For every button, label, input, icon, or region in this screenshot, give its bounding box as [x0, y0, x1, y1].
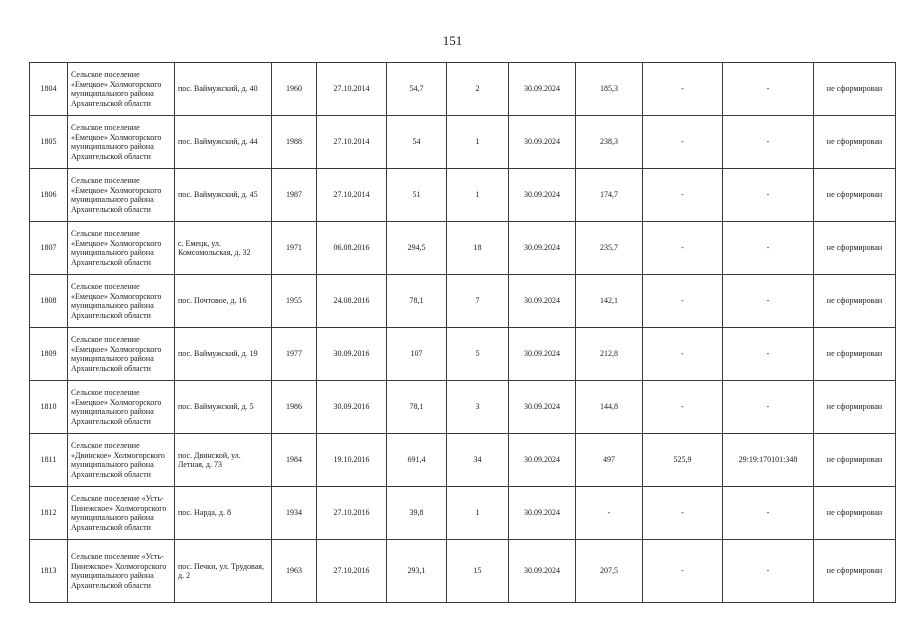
housing-registry-table [29, 62, 896, 603]
cell-extra-value: - [643, 328, 723, 381]
cell-planned-date: 30.09.2024 [509, 169, 576, 222]
cell-address: пос. Ваймужский, д. 5 [175, 381, 272, 434]
table-row [30, 169, 896, 222]
cell-status: не сформирован [814, 63, 896, 116]
cell-cadastral-number: - [723, 222, 814, 275]
cell-area: 78,1 [387, 275, 447, 328]
cell-value: 497 [576, 434, 643, 487]
cell-status: не сформирован [814, 328, 896, 381]
cell-area: 293,1 [387, 540, 447, 603]
cell-residents-count: 18 [447, 222, 509, 275]
cell-address: пос. Ваймужский, д. 44 [175, 116, 272, 169]
table-row [30, 275, 896, 328]
cell-extra-value: - [643, 116, 723, 169]
cell-extra-value: - [643, 169, 723, 222]
cell-residents-count: 34 [447, 434, 509, 487]
cell-status: не сформирован [814, 169, 896, 222]
cell-year-built: 1988 [272, 116, 317, 169]
cell-cadastral-number: - [723, 63, 814, 116]
cell-value: 185,3 [576, 63, 643, 116]
cell-cadastral-number: - [723, 540, 814, 603]
cell-value: 174,7 [576, 169, 643, 222]
cell-year-built: 1984 [272, 434, 317, 487]
cell-record-number: 1807 [30, 222, 68, 275]
cell-settlement: Сельское поселение «Двинское» Холмогорского муниципального района Архангельской области [68, 434, 175, 487]
cell-record-number: 1805 [30, 116, 68, 169]
cell-recognition-date: 27.10.2014 [317, 116, 387, 169]
cell-address: пос. Ваймужский, д. 19 [175, 328, 272, 381]
cell-year-built: 1960 [272, 63, 317, 116]
cell-value: - [576, 487, 643, 540]
page-number: 151 [442, 33, 463, 48]
cell-value: 144,8 [576, 381, 643, 434]
cell-address: пос. Ваймужский, д. 45 [175, 169, 272, 222]
cell-status: не сформирован [814, 275, 896, 328]
cell-address: пос. Печки, ул. Трудовая, д. 2 [175, 540, 272, 603]
table-row [30, 63, 896, 116]
cell-year-built: 1986 [272, 381, 317, 434]
cell-status: не сформирован [814, 116, 896, 169]
cell-record-number: 1808 [30, 275, 68, 328]
cell-recognition-date: 19.10.2016 [317, 434, 387, 487]
cell-area: 107 [387, 328, 447, 381]
cell-year-built: 1934 [272, 487, 317, 540]
cell-address: пос. Двинской, ул. Летная, д. 73 [175, 434, 272, 487]
cell-residents-count: 1 [447, 487, 509, 540]
cell-area: 39,8 [387, 487, 447, 540]
cell-planned-date: 30.09.2024 [509, 63, 576, 116]
cell-planned-date: 30.09.2024 [509, 222, 576, 275]
cell-residents-count: 3 [447, 381, 509, 434]
cell-residents-count: 1 [447, 116, 509, 169]
cell-cadastral-number: - [723, 487, 814, 540]
cell-recognition-date: 30.09.2016 [317, 381, 387, 434]
cell-cadastral-number: - [723, 381, 814, 434]
cell-recognition-date: 27.10.2016 [317, 540, 387, 603]
cell-area: 54,7 [387, 63, 447, 116]
cell-extra-value: - [643, 381, 723, 434]
cell-extra-value: - [643, 63, 723, 116]
cell-recognition-date: 30.09.2016 [317, 328, 387, 381]
table-row [30, 487, 896, 540]
cell-year-built: 1977 [272, 328, 317, 381]
cell-record-number: 1813 [30, 540, 68, 603]
cell-value: 235,7 [576, 222, 643, 275]
cell-status: не сформирован [814, 381, 896, 434]
cell-planned-date: 30.09.2024 [509, 487, 576, 540]
cell-value: 207,5 [576, 540, 643, 603]
table-row [30, 381, 896, 434]
cell-record-number: 1806 [30, 169, 68, 222]
cell-settlement: Сельское поселение «Емецкое» Холмогорского муниципального района Архангельской области [68, 222, 175, 275]
cell-address: пос. Почтовое, д. 16 [175, 275, 272, 328]
cell-residents-count: 15 [447, 540, 509, 603]
cell-extra-value: 525,9 [643, 434, 723, 487]
cell-planned-date: 30.09.2024 [509, 275, 576, 328]
cell-record-number: 1804 [30, 63, 68, 116]
cell-year-built: 1955 [272, 275, 317, 328]
cell-settlement: Сельское поселение «Емецкое» Холмогорского муниципального района Архангельской области [68, 275, 175, 328]
cell-value: 142,1 [576, 275, 643, 328]
cell-status: не сформирован [814, 487, 896, 540]
cell-value: 212,8 [576, 328, 643, 381]
cell-residents-count: 7 [447, 275, 509, 328]
cell-planned-date: 30.09.2024 [509, 540, 576, 603]
cell-address: пос. Нарда, д. 8 [175, 487, 272, 540]
cell-extra-value: - [643, 487, 723, 540]
table-row [30, 540, 896, 603]
cell-value: 238,3 [576, 116, 643, 169]
cell-cadastral-number: 29:19:170101:348 [723, 434, 814, 487]
cell-planned-date: 30.09.2024 [509, 328, 576, 381]
cell-status: не сформирован [814, 434, 896, 487]
cell-recognition-date: 06.08.2016 [317, 222, 387, 275]
cell-year-built: 1971 [272, 222, 317, 275]
cell-address: с. Емецк, ул. Комсомольская, д. 32 [175, 222, 272, 275]
cell-settlement: Сельское поселение «Усть-Пинежское» Холмогорского муниципального района Архангельской области [68, 540, 175, 603]
cell-area: 691,4 [387, 434, 447, 487]
cell-planned-date: 30.09.2024 [509, 381, 576, 434]
table-row [30, 222, 896, 275]
cell-settlement: Сельское поселение «Емецкое» Холмогорского муниципального района Архангельской области [68, 169, 175, 222]
cell-record-number: 1811 [30, 434, 68, 487]
cell-cadastral-number: - [723, 169, 814, 222]
cell-extra-value: - [643, 275, 723, 328]
cell-area: 78,1 [387, 381, 447, 434]
cell-planned-date: 30.09.2024 [509, 434, 576, 487]
cell-area: 54 [387, 116, 447, 169]
table-body [30, 63, 896, 603]
table-row [30, 328, 896, 381]
cell-recognition-date: 27.10.2014 [317, 63, 387, 116]
cell-recognition-date: 24.08.2016 [317, 275, 387, 328]
cell-status: не сформирован [814, 222, 896, 275]
cell-settlement: Сельское поселение «Емецкое» Холмогорского муниципального района Архангельской области [68, 116, 175, 169]
cell-cadastral-number: - [723, 275, 814, 328]
cell-record-number: 1812 [30, 487, 68, 540]
cell-record-number: 1810 [30, 381, 68, 434]
cell-record-number: 1809 [30, 328, 68, 381]
cell-settlement: Сельское поселение «Емецкое» Холмогорского муниципального района Архангельской области [68, 381, 175, 434]
cell-cadastral-number: - [723, 328, 814, 381]
cell-year-built: 1987 [272, 169, 317, 222]
cell-cadastral-number: - [723, 116, 814, 169]
cell-residents-count: 1 [447, 169, 509, 222]
cell-settlement: Сельское поселение «Емецкое» Холмогорского муниципального района Архангельской области [68, 63, 175, 116]
cell-area: 51 [387, 169, 447, 222]
cell-settlement: Сельское поселение «Усть-Пинежское» Холмогорского муниципального района Архангельской области [68, 487, 175, 540]
table-row [30, 434, 896, 487]
cell-planned-date: 30.09.2024 [509, 116, 576, 169]
cell-recognition-date: 27.10.2016 [317, 487, 387, 540]
cell-residents-count: 2 [447, 63, 509, 116]
cell-residents-count: 5 [447, 328, 509, 381]
cell-settlement: Сельское поселение «Емецкое» Холмогорского муниципального района Архангельской области [68, 328, 175, 381]
cell-status: не сформирован [814, 540, 896, 603]
table-row [30, 116, 896, 169]
cell-address: пос. Ваймужский, д. 40 [175, 63, 272, 116]
cell-recognition-date: 27.10.2014 [317, 169, 387, 222]
cell-extra-value: - [643, 222, 723, 275]
cell-year-built: 1963 [272, 540, 317, 603]
cell-extra-value: - [643, 540, 723, 603]
cell-area: 294,5 [387, 222, 447, 275]
